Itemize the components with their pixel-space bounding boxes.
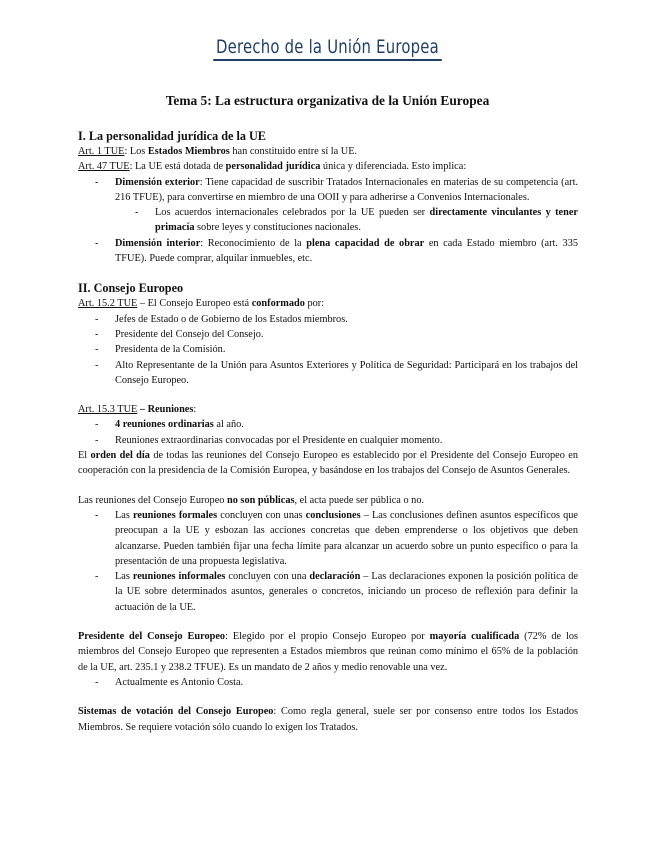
paragraph-art15-2: Art. 15.2 TUE – El Consejo Europeo está conformado por: [78,298,325,310]
list-item: - Alto Representante de la Unión para Asuntos Exteriores y Política de Seguridad: Participará en los trabajos del Consejo Europeo. [78,358,578,389]
document-title: Derecho de la Unión Europea [72,36,583,58]
list-item: - Presidenta de la Comisión. [78,342,578,357]
paragraph-votacion: Sistemas de votación del Consejo Europeo: Como regla general, suele ser por consenso entre todos los Estados Miembros. Se requiere votación sólo cuando lo exigen los Tratados. [78,706,578,733]
paragraph-art47: Art. 47 TUE: La UE está dotada de personalidad jurídica única y diferenciada. Esto implica: [78,161,467,173]
document-body [78,128,578,735]
section-heading-consejo: II. Consejo Europeo [78,281,184,296]
section-heading-personalidad: I. La personalidad jurídica de la UE [78,129,266,143]
topic-title: Tema 5: La estructura organizativa de la Unión Europea [165,93,490,108]
dimension-list-2 [78,236,578,267]
list-item: - Presidente del Consejo del Consejo. [78,327,578,342]
list-item: - Reuniones extraordinarias convocadas por el Presidente en cualquier momento. [78,433,578,448]
list-item: - Dimensión interior: Reconocimiento de la plena capacidad de obrar en cada Estado miembro (art. 335 TFUE). Puede comprar, alquilar inmuebles, etc. [78,236,578,267]
paragraph-art1: Art. 1 TUE: Los Estados Miembros han constituido entre sí la UE. [78,146,358,157]
list-item: - Las reuniones formales concluyen con unas conclusiones – Las conclusiones definen asuntos específicos que preocupan a la UE y esbozan las acciones concretas que deben emprenderse o los objetivos que deben alcanzarse. Pueden también fijar una fecha límite para alcanzar un acuerdo sobre un punto específico o para la presentación de una propuesta legislativa. [78,508,578,569]
paragraph-publicidad: Las reuniones del Consejo Europeo no son públicas, el acta puede ser pública o no. [78,494,425,506]
paragraph-orden-del-dia: El orden del día de todas las reuniones del Consejo Europeo es establecido por el Presidente del Consejo Europeo en cooperación con la presidencia de la Comisión Europea, y basándose en los trabajos del Consejo de Asuntos Generales. [78,450,578,477]
sub-list [78,205,578,236]
list-item: - Actualmente es Antonio Costa. [78,675,578,690]
list-item: - Las reuniones informales concluyen con una declaración – Las declaraciones exponen la posición política de la UE sobre determinados asuntos, generales o concretos, iniciando un proceso de reflexión para definir la actuación de la UE. [78,569,578,615]
paragraph-presidente: Presidente del Consejo Europeo: Elegido por el propio Consejo Europeo por mayoría cualificada (72% de los miembros del Consejo Europeo que representen a Estados miembros que reúnan como mínimo el 65% de la población de la UE, art. 235.1 y 238.2 TFUE). Es un mandato de 2 años y medio renovable una vez. [78,631,579,673]
meetings-list [78,417,578,448]
list-item: - Los acuerdos internacionales celebrados por la UE pueden ser directamente vinculantes y tener primacía sobre leyes y constituciones nacionales. [78,205,578,236]
members-list [78,312,578,388]
dimension-list [78,175,578,206]
list-item: - Jefes de Estado o de Gobierno de los Estados miembros. [78,312,578,327]
paragraph-art15-3: Art. 15.3 TUE – Reuniones: [78,404,197,416]
president-list [78,675,578,690]
meeting-types-list [78,508,578,615]
list-item: - 4 reuniones ordinarias al año. [78,417,578,432]
list-item: - Dimensión exterior: Tiene capacidad de suscribir Tratados Internacionales en materias de su competencia (art. 216 TFUE), para convertirse en miembro de una OOII y para adherirse a Convenios Internacionales. [78,175,578,206]
